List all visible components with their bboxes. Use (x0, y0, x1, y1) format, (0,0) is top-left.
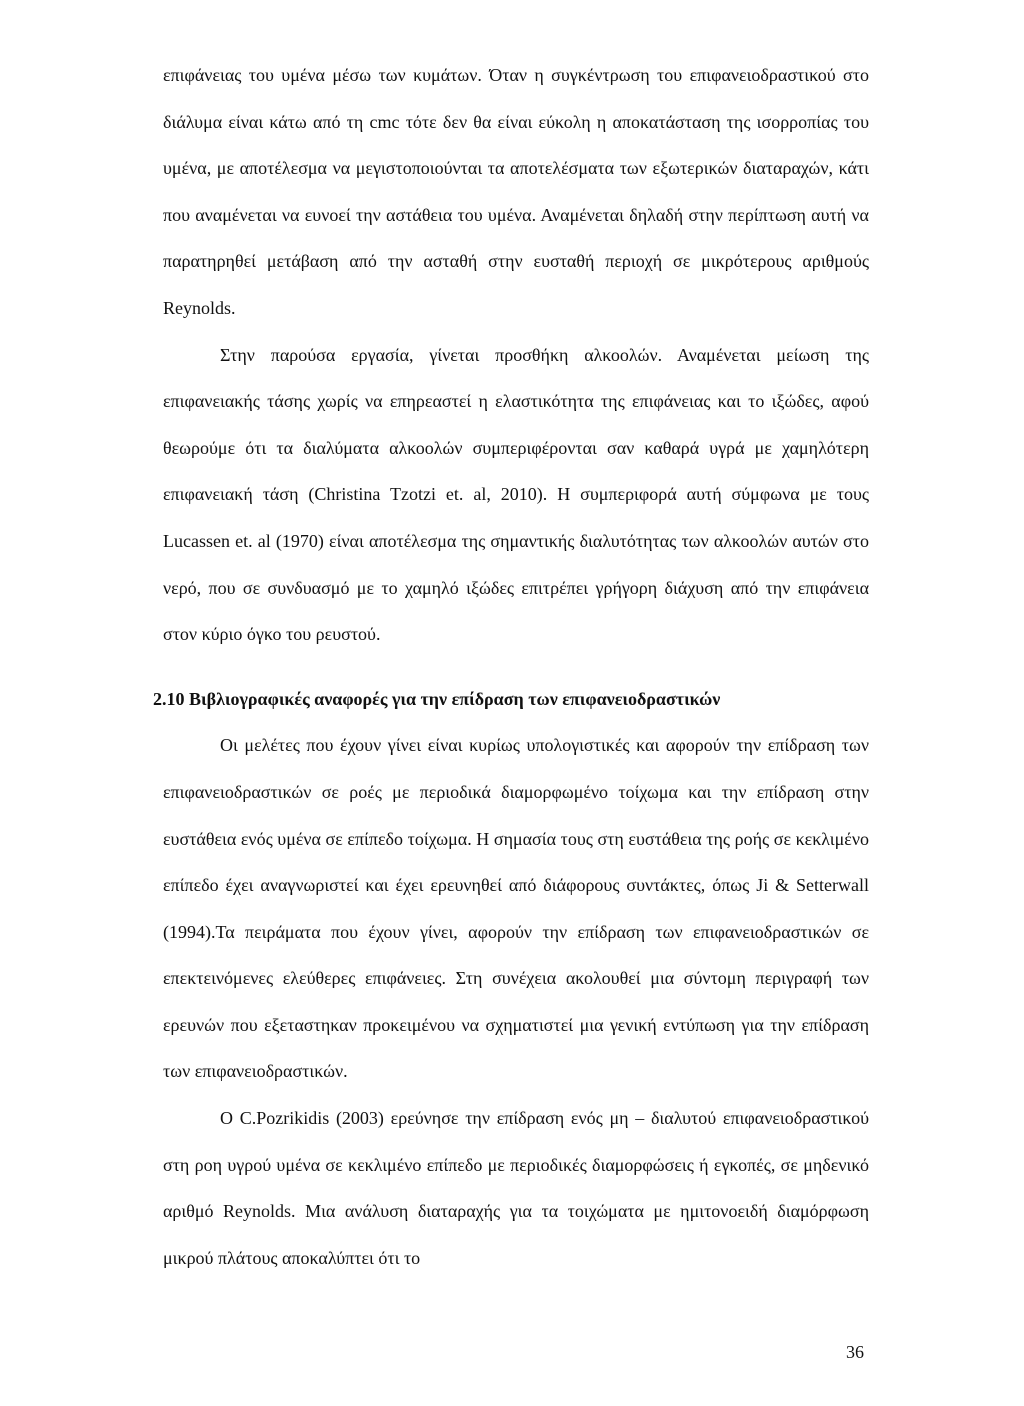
page-number: 36 (846, 1342, 864, 1362)
paragraph-pozrikidis: Ο C.Pozrikidis (2003) ερεύνησε την επίδραση ενός μη – διαλυτού επιφανειοδραστικού στη ροη υγρού υμένα σε κεκλιμένο επίπεδο με περιοδικές διαμορφώσεις ή εγκοπές, σε μηδενικό αριθμό Reynolds. Μια ανάλυση διαταραχής για τα τοιχώματα με ημιτονοειδή διαμόρφωση μικρού πλάτους αποκαλύπτει ότι το (163, 1108, 869, 1268)
paragraph-studies: Οι μελέτες που έχουν γίνει είναι κυρίως υπολογιστικές και αφορούν την επίδραση των επιφανειοδραστικών σε ροές με περιοδικά διαμορφωμένο τοίχωμα και την επίδραση στην ευστάθεια ενός υμένα σε επίπεδο τοίχωμα. Η σημασία τους στη ευστάθεια της ροής σε κεκλιμένο επίπεδο έχει αναγνωριστεί και έχει ερευνηθεί από διάφορους συντάκτες, όπως Ji & Setterwall (1994).Τα πειράματα που έχουν γίνει, αφορούν την επίδραση των επιφανειοδραστικών σε επεκτεινόμενες ελεύθερες επιφάνειες. Στη συνέχεια ακολουθεί μια σύντομη περιγραφή των ερευνών που εξεταστηκαν προκειμένου να σχηματιστεί μια γενική εντύπωση για την επίδραση των επιφανειοδραστικών. (163, 735, 869, 1082)
paragraph-alcohols: Στην παρούσα εργασία, γίνεται προσθήκη αλκοολών. Αναμένεται μείωση της επιφανειακής τάσης χωρίς να επηρεαστεί η ελαστικότητα της επιφάνειας και το ιξώδες, αφού θεωρούμε ότι τα διαλύματα αλκοολών συμπεριφέρονται σαν καθαρά υγρά με χαμηλότερη επιφανειακή τάση (Christina Tzotzi et. al, 2010). Η συμπεριφορά αυτή σύμφωνα με τους Lucassen et. al (1970) είναι αποτέλεσμα της σημαντικής διαλυτότητας των αλκοολών αυτών στο νερό, που σε συνδυασμό με το χαμηλό ιξώδες επιτρέπει γρήγορη διάχυση από την επιφάνεια στον κύριο όγκο του ρευστού. (163, 344, 869, 645)
section-heading: 2.10 Βιβλιογραφικές αναφορές για την επίδραση των επιφανειοδραστικών (153, 688, 721, 709)
document-body (153, 52, 869, 1281)
paragraph-continuation: επιφάνειας του υμένα μέσω των κυμάτων. Όταν η συγκέντρωση του επιφανειοδραστικού στο διάλυμα είναι κάτω από τη cmc τότε δεν θα είναι εύκολη η αποκατάσταση της ισορροπίας του υμένα, με αποτέλεσμα να μεγιστοποιούνται τα αποτελέσματα των εξωτερικών διαταραχών, κάτι που αναμένεται να ευνοεί την αστάθεια του υμένα. Αναμένεται δηλαδή στην περίπτωση αυτή να παρατηρηθεί μετάβαση από την ασταθή στην ευσταθή περιοχή σε μικρότερους αριθμούς Reynolds. (163, 65, 869, 318)
